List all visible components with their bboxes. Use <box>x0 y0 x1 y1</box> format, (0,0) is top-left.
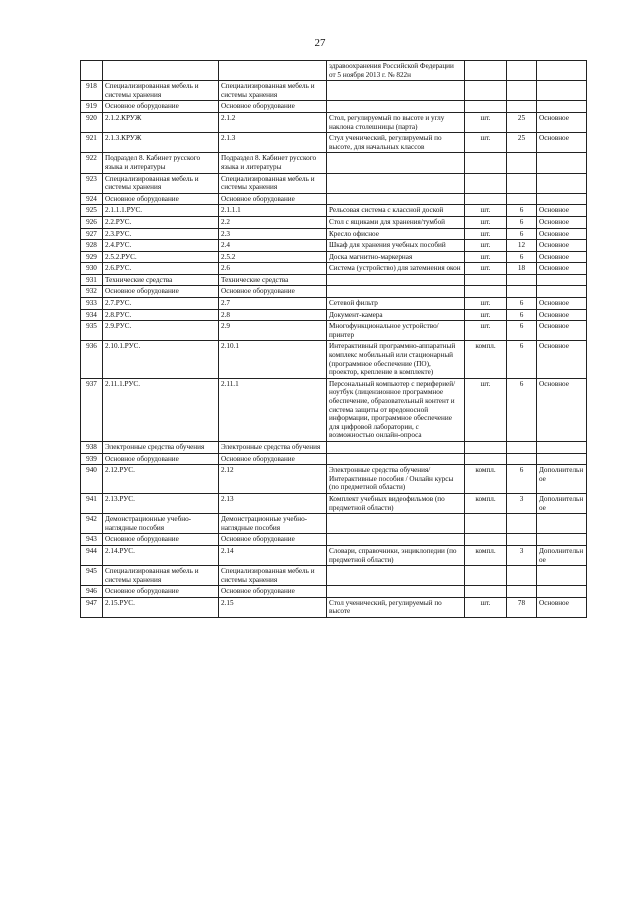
row-number-cell: 921 <box>81 133 103 153</box>
category-cell: Основное <box>537 309 587 321</box>
code-cell: 2.4.РУС. <box>103 240 219 252</box>
table-row <box>81 133 587 153</box>
row-number-cell: 924 <box>81 193 103 205</box>
description-cell: Стол, регулируемый по высоте и углу наклона столешницы (парта) <box>327 112 465 132</box>
category-cell: Основное <box>537 216 587 228</box>
quantity-cell: 6 <box>507 378 537 441</box>
unit-cell <box>465 586 507 598</box>
row-number-cell: 936 <box>81 341 103 378</box>
item-code-cell: Специализированная мебель и системы хранения <box>219 173 327 193</box>
table-row <box>81 173 587 193</box>
code-cell: Электронные средства обучения <box>103 441 219 453</box>
category-cell <box>537 514 587 534</box>
quantity-cell: 6 <box>507 228 537 240</box>
unit-cell: шт. <box>465 309 507 321</box>
category-cell: Основное <box>537 378 587 441</box>
description-cell <box>327 274 465 286</box>
category-cell <box>537 153 587 173</box>
category-cell <box>537 586 587 598</box>
category-cell: Основное <box>537 298 587 310</box>
category-cell: Основное <box>537 341 587 378</box>
quantity-cell: 3 <box>507 545 537 565</box>
description-cell: Шкаф для хранения учебных пособий <box>327 240 465 252</box>
table-row <box>81 453 587 465</box>
description-cell: Система (устройство) для затемнения окон <box>327 263 465 275</box>
table-row <box>81 465 587 494</box>
item-code-cell: 2.3 <box>219 228 327 240</box>
unit-cell: шт. <box>465 378 507 441</box>
code-cell: Подраздел 8. Кабинет русского языка и литературы <box>103 153 219 173</box>
table-row <box>81 193 587 205</box>
unit-cell: шт. <box>465 251 507 263</box>
category-cell <box>537 286 587 298</box>
code-cell: 2.2.РУС. <box>103 216 219 228</box>
quantity-cell: 12 <box>507 240 537 252</box>
category-cell: Основное <box>537 597 587 617</box>
unit-cell <box>465 453 507 465</box>
table-row <box>81 101 587 113</box>
unit-cell: компл. <box>465 493 507 513</box>
table-row <box>81 205 587 217</box>
unit-cell: шт. <box>465 133 507 153</box>
code-cell: Специализированная мебель и системы хранения <box>103 173 219 193</box>
row-number-cell: 943 <box>81 534 103 546</box>
row-number-cell: 931 <box>81 274 103 286</box>
description-cell <box>327 173 465 193</box>
quantity-cell <box>507 153 537 173</box>
code-cell: 2.13.РУС. <box>103 493 219 513</box>
description-cell: здравоохранения Российской Федерации от 5 ноября 2013 г. № 822н <box>327 61 465 81</box>
item-code-cell: 2.2 <box>219 216 327 228</box>
quantity-cell <box>507 286 537 298</box>
table-row <box>81 251 587 263</box>
code-cell: Основное оборудование <box>103 586 219 598</box>
table-row <box>81 341 587 378</box>
table-row <box>81 112 587 132</box>
item-code-cell: Основное оборудование <box>219 586 327 598</box>
category-cell: Основное <box>537 112 587 132</box>
item-code-cell: 2.6 <box>219 263 327 275</box>
category-cell: Основное <box>537 321 587 341</box>
quantity-cell <box>507 173 537 193</box>
row-number-cell: 937 <box>81 378 103 441</box>
unit-cell <box>465 193 507 205</box>
table-row <box>81 545 587 565</box>
description-cell: Интерактивный программно-аппаратный комплекс мобильный или стационарный (программное обеспечение (ПО), проектор, крепление в комплекте) <box>327 341 465 378</box>
table-row <box>81 240 587 252</box>
unit-cell <box>465 153 507 173</box>
row-number-cell: 945 <box>81 566 103 586</box>
quantity-cell <box>507 101 537 113</box>
code-cell: 2.15.РУС. <box>103 597 219 617</box>
item-code-cell: 2.9 <box>219 321 327 341</box>
code-cell: Основное оборудование <box>103 286 219 298</box>
description-cell: Электронные средства обучения/Интерактивные пособия / Онлайн курсы (по предметной области) <box>327 465 465 494</box>
table-row <box>81 597 587 617</box>
category-cell: Основное <box>537 251 587 263</box>
quantity-cell: 18 <box>507 263 537 275</box>
quantity-cell: 6 <box>507 321 537 341</box>
code-cell: 2.1.3.КРУЖ <box>103 133 219 153</box>
unit-cell <box>465 274 507 286</box>
row-number-cell: 926 <box>81 216 103 228</box>
category-cell <box>537 534 587 546</box>
quantity-cell <box>507 514 537 534</box>
row-number-cell: 928 <box>81 240 103 252</box>
unit-cell <box>465 173 507 193</box>
description-cell: Стул ученический, регулируемый по высоте, для начальных классов <box>327 133 465 153</box>
code-cell: 2.10.1.РУС. <box>103 341 219 378</box>
row-number-cell: 940 <box>81 465 103 494</box>
unit-cell <box>465 441 507 453</box>
quantity-cell <box>507 534 537 546</box>
unit-cell <box>465 101 507 113</box>
table-row <box>81 61 587 81</box>
row-number-cell: 942 <box>81 514 103 534</box>
description-cell <box>327 514 465 534</box>
code-cell: Основное оборудование <box>103 453 219 465</box>
table-row <box>81 228 587 240</box>
row-number-cell: 944 <box>81 545 103 565</box>
code-cell: 2.9.РУС. <box>103 321 219 341</box>
description-cell <box>327 534 465 546</box>
description-cell: Рельсовая система с классной доской <box>327 205 465 217</box>
category-cell <box>537 566 587 586</box>
unit-cell: компл. <box>465 545 507 565</box>
description-cell <box>327 286 465 298</box>
category-cell <box>537 101 587 113</box>
description-cell: Многофункциональное устройство/принтер <box>327 321 465 341</box>
table-row <box>81 216 587 228</box>
row-number-cell: 932 <box>81 286 103 298</box>
table-row <box>81 378 587 441</box>
row-number-cell: 925 <box>81 205 103 217</box>
table-row <box>81 514 587 534</box>
item-code-cell: 2.11.1 <box>219 378 327 441</box>
row-number-cell: 930 <box>81 263 103 275</box>
row-number-cell: 947 <box>81 597 103 617</box>
item-code-cell: Демонстрационные учебно-наглядные пособия <box>219 514 327 534</box>
code-cell: Основное оборудование <box>103 193 219 205</box>
category-cell: Дополнительное <box>537 465 587 494</box>
item-code-cell: 2.7 <box>219 298 327 310</box>
code-cell: Демонстрационные учебно-наглядные пособия <box>103 514 219 534</box>
unit-cell <box>465 286 507 298</box>
row-number-cell: 920 <box>81 112 103 132</box>
table-row <box>81 274 587 286</box>
code-cell: 2.1.1.1.РУС. <box>103 205 219 217</box>
category-cell: Дополнительное <box>537 545 587 565</box>
unit-cell: шт. <box>465 205 507 217</box>
category-cell <box>537 274 587 286</box>
row-number-cell: 941 <box>81 493 103 513</box>
row-number-cell: 939 <box>81 453 103 465</box>
quantity-cell: 6 <box>507 309 537 321</box>
row-number-cell: 934 <box>81 309 103 321</box>
table-row <box>81 321 587 341</box>
description-cell: Комплект учебных видеофильмов (по предметной области) <box>327 493 465 513</box>
code-cell: 2.3.РУС. <box>103 228 219 240</box>
table-row <box>81 309 587 321</box>
unit-cell: шт. <box>465 298 507 310</box>
row-number-cell: 929 <box>81 251 103 263</box>
description-cell: Сетевой фильтр <box>327 298 465 310</box>
unit-cell <box>465 81 507 101</box>
row-number-cell: 918 <box>81 81 103 101</box>
description-cell <box>327 81 465 101</box>
row-number-cell: 933 <box>81 298 103 310</box>
quantity-cell: 25 <box>507 133 537 153</box>
code-cell: 2.8.РУС. <box>103 309 219 321</box>
item-code-cell: Основное оборудование <box>219 534 327 546</box>
description-cell: Стол ученический, регулируемый по высоте <box>327 597 465 617</box>
table-row <box>81 286 587 298</box>
quantity-cell <box>507 193 537 205</box>
quantity-cell <box>507 566 537 586</box>
item-code-cell: Специализированная мебель и системы хранения <box>219 566 327 586</box>
category-cell <box>537 193 587 205</box>
category-cell: Дополнительное <box>537 493 587 513</box>
description-cell: Документ-камера <box>327 309 465 321</box>
item-code-cell: 2.12 <box>219 465 327 494</box>
table-row <box>81 153 587 173</box>
table-row <box>81 566 587 586</box>
code-cell: Технические средства <box>103 274 219 286</box>
category-cell <box>537 61 587 81</box>
code-cell: 2.14.РУС. <box>103 545 219 565</box>
description-cell: Словари, справочники, энциклопедии (по предметной области) <box>327 545 465 565</box>
item-code-cell: 2.5.2 <box>219 251 327 263</box>
quantity-cell <box>507 453 537 465</box>
unit-cell: компл. <box>465 465 507 494</box>
item-code-cell <box>219 61 327 81</box>
item-code-cell: 2.1.3 <box>219 133 327 153</box>
category-cell: Основное <box>537 240 587 252</box>
quantity-cell <box>507 441 537 453</box>
page-number: 27 <box>314 37 326 49</box>
unit-cell <box>465 61 507 81</box>
description-cell <box>327 453 465 465</box>
code-cell: 2.5.2.РУС. <box>103 251 219 263</box>
category-cell: Основное <box>537 133 587 153</box>
code-cell: 2.1.2.КРУЖ <box>103 112 219 132</box>
unit-cell <box>465 566 507 586</box>
description-cell: Стол с ящиками для хранения/тумбой <box>327 216 465 228</box>
row-number-cell: 946 <box>81 586 103 598</box>
quantity-cell: 3 <box>507 493 537 513</box>
table-row <box>81 493 587 513</box>
code-cell: Специализированная мебель и системы хранения <box>103 81 219 101</box>
code-cell <box>103 61 219 81</box>
unit-cell: шт. <box>465 228 507 240</box>
unit-cell: шт. <box>465 240 507 252</box>
code-cell: Основное оборудование <box>103 101 219 113</box>
item-code-cell: Технические средства <box>219 274 327 286</box>
unit-cell: шт. <box>465 597 507 617</box>
quantity-cell <box>507 274 537 286</box>
row-number-cell: 935 <box>81 321 103 341</box>
item-code-cell: Основное оборудование <box>219 101 327 113</box>
category-cell: Основное <box>537 263 587 275</box>
item-code-cell: Основное оборудование <box>219 453 327 465</box>
unit-cell <box>465 534 507 546</box>
table-row <box>81 81 587 101</box>
row-number-cell: 938 <box>81 441 103 453</box>
table-body <box>81 61 587 618</box>
item-code-cell: Подраздел 8. Кабинет русского языка и литературы <box>219 153 327 173</box>
item-code-cell: Специализированная мебель и системы хранения <box>219 81 327 101</box>
unit-cell: компл. <box>465 341 507 378</box>
category-cell <box>537 441 587 453</box>
quantity-cell: 25 <box>507 112 537 132</box>
description-cell <box>327 153 465 173</box>
category-cell: Основное <box>537 228 587 240</box>
quantity-cell: 6 <box>507 251 537 263</box>
row-number-cell: 927 <box>81 228 103 240</box>
description-cell <box>327 101 465 113</box>
quantity-cell: 6 <box>507 205 537 217</box>
table-row <box>81 534 587 546</box>
item-code-cell: Электронные средства обучения <box>219 441 327 453</box>
description-cell <box>327 586 465 598</box>
item-code-cell: 2.8 <box>219 309 327 321</box>
quantity-cell <box>507 586 537 598</box>
item-code-cell: 2.4 <box>219 240 327 252</box>
quantity-cell: 78 <box>507 597 537 617</box>
category-cell <box>537 453 587 465</box>
quantity-cell <box>507 61 537 81</box>
row-number-cell: 923 <box>81 173 103 193</box>
item-code-cell: 2.13 <box>219 493 327 513</box>
item-code-cell: 2.10.1 <box>219 341 327 378</box>
item-code-cell: 2.15 <box>219 597 327 617</box>
unit-cell: шт. <box>465 321 507 341</box>
code-cell: 2.12.РУС. <box>103 465 219 494</box>
code-cell: 2.7.РУС. <box>103 298 219 310</box>
code-cell: Специализированная мебель и системы хранения <box>103 566 219 586</box>
table-row <box>81 298 587 310</box>
description-cell <box>327 193 465 205</box>
quantity-cell <box>507 81 537 101</box>
description-cell: Персональный компьютер с периферией/ноутбук (лицензионное программное обеспечение, образовательный контент и система защиты от вредоносной информации, программное обеспечение для цифровой лаборатории, с возможностью онлайн-опроса <box>327 378 465 441</box>
description-cell <box>327 441 465 453</box>
category-cell <box>537 173 587 193</box>
description-cell: Кресло офисное <box>327 228 465 240</box>
code-cell: 2.6.РУС. <box>103 263 219 275</box>
description-cell <box>327 566 465 586</box>
description-cell: Доска магнитно-маркерная <box>327 251 465 263</box>
table-row <box>81 441 587 453</box>
category-cell <box>537 81 587 101</box>
item-code-cell: 2.1.2 <box>219 112 327 132</box>
item-code-cell: 2.14 <box>219 545 327 565</box>
quantity-cell: 6 <box>507 298 537 310</box>
unit-cell: шт. <box>465 216 507 228</box>
quantity-cell: 6 <box>507 216 537 228</box>
row-number-cell <box>81 61 103 81</box>
table-row <box>81 263 587 275</box>
category-cell: Основное <box>537 205 587 217</box>
row-number-cell: 919 <box>81 101 103 113</box>
code-cell: Основное оборудование <box>103 534 219 546</box>
item-code-cell: Основное оборудование <box>219 286 327 298</box>
item-code-cell: Основное оборудование <box>219 193 327 205</box>
equipment-table <box>80 60 587 618</box>
code-cell: 2.11.1.РУС. <box>103 378 219 441</box>
unit-cell: шт. <box>465 112 507 132</box>
item-code-cell: 2.1.1.1 <box>219 205 327 217</box>
unit-cell: шт. <box>465 263 507 275</box>
quantity-cell: 6 <box>507 465 537 494</box>
table-row <box>81 586 587 598</box>
row-number-cell: 922 <box>81 153 103 173</box>
quantity-cell: 6 <box>507 341 537 378</box>
unit-cell <box>465 514 507 534</box>
